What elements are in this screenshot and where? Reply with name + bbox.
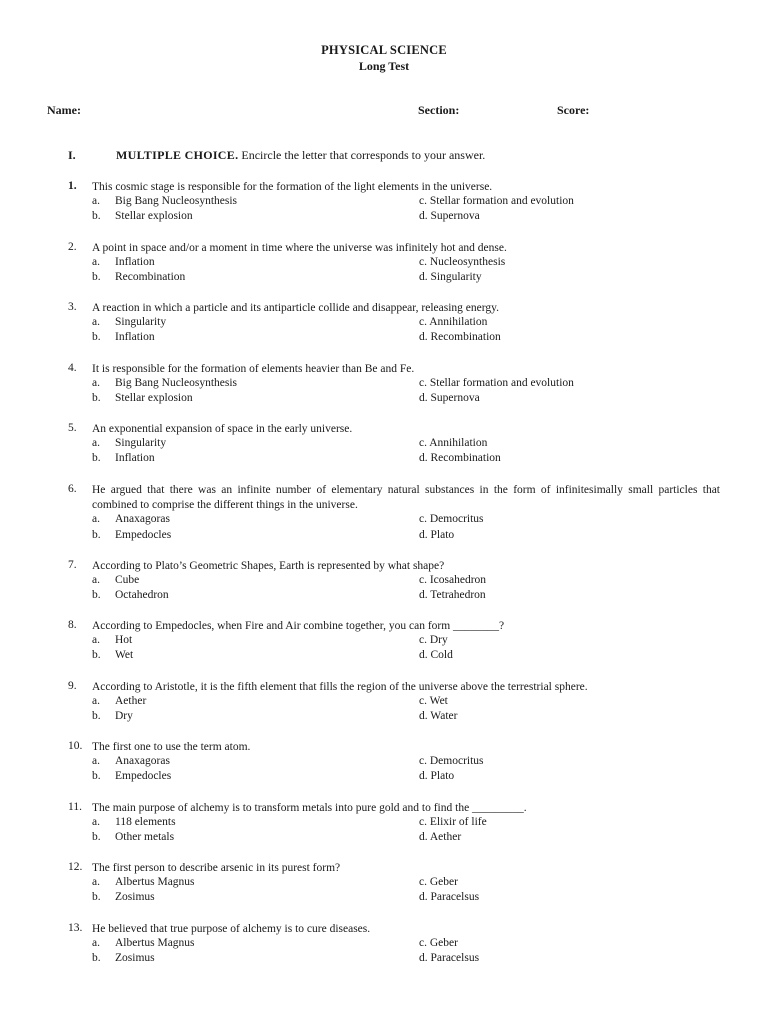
choice-c[interactable]: c. Geber [419, 937, 458, 950]
choice-letter-a[interactable]: a. [92, 256, 100, 269]
choice-letter-b[interactable]: b. [92, 210, 101, 223]
choice-row [92, 331, 720, 346]
name-label: Name: [47, 103, 81, 117]
question-number: 10. [68, 740, 83, 752]
choice-row [92, 952, 720, 967]
question-text: According to Empedocles, when Fire and Air combine together, you can form ________? [92, 620, 505, 632]
choice-b[interactable]: Dry [115, 710, 133, 723]
choice-c[interactable]: c. Stellar formation and evolution [419, 377, 574, 390]
choice-row [92, 755, 720, 770]
question-text: The first person to describe arsenic in its purest form? [92, 862, 341, 874]
choice-a[interactable]: Inflation [115, 256, 155, 269]
choice-d[interactable]: d. Aether [419, 831, 462, 844]
choice-row [92, 649, 720, 664]
choice-b[interactable]: Inflation [115, 331, 155, 344]
choice-c[interactable]: c. Democritus [419, 755, 484, 768]
choice-a[interactable]: Anaxagoras [115, 513, 170, 526]
choice-row [92, 589, 720, 604]
choice-row [92, 195, 720, 210]
question-number: 3. [68, 301, 77, 313]
choice-letter-b[interactable]: b. [92, 952, 101, 965]
choice-row [92, 437, 720, 452]
choice-row [92, 392, 720, 407]
choice-letter-a[interactable]: a. [92, 876, 100, 889]
part-instructions: Encircle the letter that corresponds to your answer. [238, 148, 486, 162]
choice-d[interactable]: d. Cold [419, 649, 453, 662]
choice-letter-b[interactable]: b. [92, 331, 101, 344]
choice-c[interactable]: c. Annihilation [419, 437, 488, 450]
choice-a[interactable]: Albertus Magnus [115, 876, 195, 889]
choice-row [92, 695, 720, 710]
page-subtitle: Long Test [358, 59, 410, 73]
choice-letter-b[interactable]: b. [92, 528, 101, 541]
section-label: Section: [418, 103, 460, 117]
choice-c[interactable]: c. Icosahedron [419, 574, 487, 587]
question-number: 13. [68, 922, 83, 934]
choice-a[interactable]: Albertus Magnus [115, 937, 195, 950]
choice-letter-a[interactable]: a. [92, 634, 100, 647]
choice-row [92, 271, 720, 286]
choice-d[interactable]: d. Supernova [419, 392, 480, 405]
question-number: 8. [68, 619, 77, 631]
question-number: 4. [68, 362, 77, 374]
choice-row [92, 710, 720, 725]
choice-row [92, 316, 720, 331]
choice-a[interactable]: Big Bang Nucleosynthesis [115, 195, 238, 208]
choice-letter-b[interactable]: b. [92, 770, 101, 783]
choice-row [92, 770, 720, 785]
question-text: It is responsible for the formation of elements heavier than Be and Fe. [92, 363, 415, 375]
question-text: He argued that there was an infinite number of elementary natural substances in the form of infinitesimally small particles that combined to comprise the different things in the universe. [92, 484, 720, 512]
choice-b[interactable]: Empedocles [115, 770, 172, 783]
question-text: This cosmic stage is responsible for the formation of the light elements in the universe. [92, 181, 493, 193]
choice-d[interactable]: d. Plato [419, 528, 455, 541]
question-text: A point in space and/or a moment in time where the universe was infinitely hot and dense. [92, 242, 507, 254]
choice-b[interactable]: Other metals [115, 831, 175, 844]
choice-letter-a[interactable]: a. [92, 574, 100, 587]
choice-d[interactable]: d. Recombination [419, 331, 501, 344]
choice-row [92, 256, 720, 271]
choice-a[interactable]: Hot [115, 634, 133, 647]
choice-letter-a[interactable]: a. [92, 513, 100, 526]
choice-letter-a[interactable]: a. [92, 437, 100, 450]
choice-row [92, 876, 720, 891]
choice-c[interactable]: c. Democritus [419, 513, 484, 526]
choice-d[interactable]: d. Plato [419, 770, 455, 783]
choice-c[interactable]: c. Nucleosynthesis [419, 256, 506, 269]
choice-c[interactable]: c. Elixir of life [419, 816, 487, 829]
choice-a[interactable]: Aether [115, 695, 147, 708]
choice-b[interactable]: Octahedron [115, 589, 169, 602]
part-instructions-line [116, 148, 485, 163]
question-text: According to Plato’s Geometric Shapes, Earth is represented by what shape? [92, 560, 445, 572]
choice-d[interactable]: d. Tetrahedron [419, 589, 486, 602]
choice-b[interactable]: Stellar explosion [115, 392, 193, 405]
question-text: The first one to use the term atom. [92, 741, 251, 753]
question-text: He believed that true purpose of alchemy is to cure diseases. [92, 923, 371, 935]
choice-d[interactable]: d. Singularity [419, 271, 482, 284]
question-number: 5. [68, 422, 77, 434]
choice-row [92, 574, 720, 589]
choice-letter-a[interactable]: a. [92, 316, 100, 329]
choice-row [92, 634, 720, 649]
choice-c[interactable]: c. Wet [419, 695, 448, 708]
choice-letter-a[interactable]: a. [92, 937, 100, 950]
question-text: An exponential expansion of space in the early universe. [92, 423, 353, 435]
choice-letter-b[interactable]: b. [92, 392, 101, 405]
choice-letter-a[interactable]: a. [92, 695, 100, 708]
question-number: 7. [68, 559, 77, 571]
choice-letter-b[interactable]: b. [92, 649, 101, 662]
choice-letter-b[interactable]: b. [92, 589, 101, 602]
choice-c[interactable]: c. Annihilation [419, 316, 488, 329]
page-title: PHYSICAL SCIENCE [321, 43, 447, 57]
choice-letter-b[interactable]: b. [92, 452, 101, 465]
choice-letter-a[interactable]: a. [92, 195, 100, 208]
question-number: 1. [68, 180, 77, 192]
question-text: According to Aristotle, it is the fifth element that fills the region of the universe above the terrestrial sphere. [92, 681, 588, 693]
choice-row [92, 513, 720, 528]
choice-letter-b[interactable]: b. [92, 831, 101, 844]
choice-d[interactable]: d. Paracelsus [419, 952, 480, 965]
choice-row [92, 816, 720, 831]
question-number: 2. [68, 241, 77, 253]
choice-b[interactable]: Wet [115, 649, 134, 662]
question-number: 12. [68, 861, 83, 873]
choice-letter-b[interactable]: b. [92, 710, 101, 723]
choice-c[interactable]: c. Geber [419, 876, 458, 889]
choice-row [92, 831, 720, 846]
part-title: MULTIPLE CHOICE. [116, 148, 239, 162]
choice-d[interactable]: d. Recombination [419, 452, 501, 465]
choice-a[interactable]: Big Bang Nucleosynthesis [115, 377, 238, 390]
choice-b[interactable]: Empedocles [115, 528, 172, 541]
question-number: 9. [68, 680, 77, 692]
choice-b[interactable]: Zosimus [115, 952, 155, 965]
choice-letter-a[interactable]: a. [92, 816, 100, 829]
choice-a[interactable]: Anaxagoras [115, 755, 170, 768]
choice-c[interactable]: c. Stellar formation and evolution [419, 195, 574, 208]
choice-b[interactable]: Stellar explosion [115, 210, 193, 223]
choice-row [92, 210, 720, 225]
question-number: 11. [68, 801, 82, 813]
choice-row [92, 937, 720, 952]
choice-b[interactable]: Inflation [115, 452, 155, 465]
choice-d[interactable]: d. Supernova [419, 210, 480, 223]
part-number: I. [68, 148, 76, 162]
choice-letter-a[interactable]: a. [92, 755, 100, 768]
question-number: 6. [68, 483, 77, 495]
question-text: A reaction in which a particle and its antiparticle collide and disappear, releasing energy. [92, 302, 499, 314]
choice-c[interactable]: c. Dry [419, 634, 448, 647]
choice-b[interactable]: Zosimus [115, 891, 155, 904]
choice-row [92, 891, 720, 906]
choice-d[interactable]: d. Paracelsus [419, 891, 480, 904]
choice-a[interactable]: 118 elements [115, 816, 176, 829]
score-label: Score: [557, 103, 590, 117]
choice-letter-b[interactable]: b. [92, 891, 101, 904]
choice-a[interactable]: Cube [115, 574, 140, 587]
choice-letter-b[interactable]: b. [92, 271, 101, 284]
choice-d[interactable]: d. Water [419, 710, 458, 723]
choice-a[interactable]: Singularity [115, 437, 167, 450]
question-text: The main purpose of alchemy is to transform metals into pure gold and to find the _________. [92, 802, 527, 814]
choice-b[interactable]: Recombination [115, 271, 186, 284]
choice-row [92, 452, 720, 467]
choice-letter-a[interactable]: a. [92, 377, 100, 390]
choice-a[interactable]: Singularity [115, 316, 167, 329]
choice-row [92, 377, 720, 392]
choice-row [92, 529, 720, 544]
